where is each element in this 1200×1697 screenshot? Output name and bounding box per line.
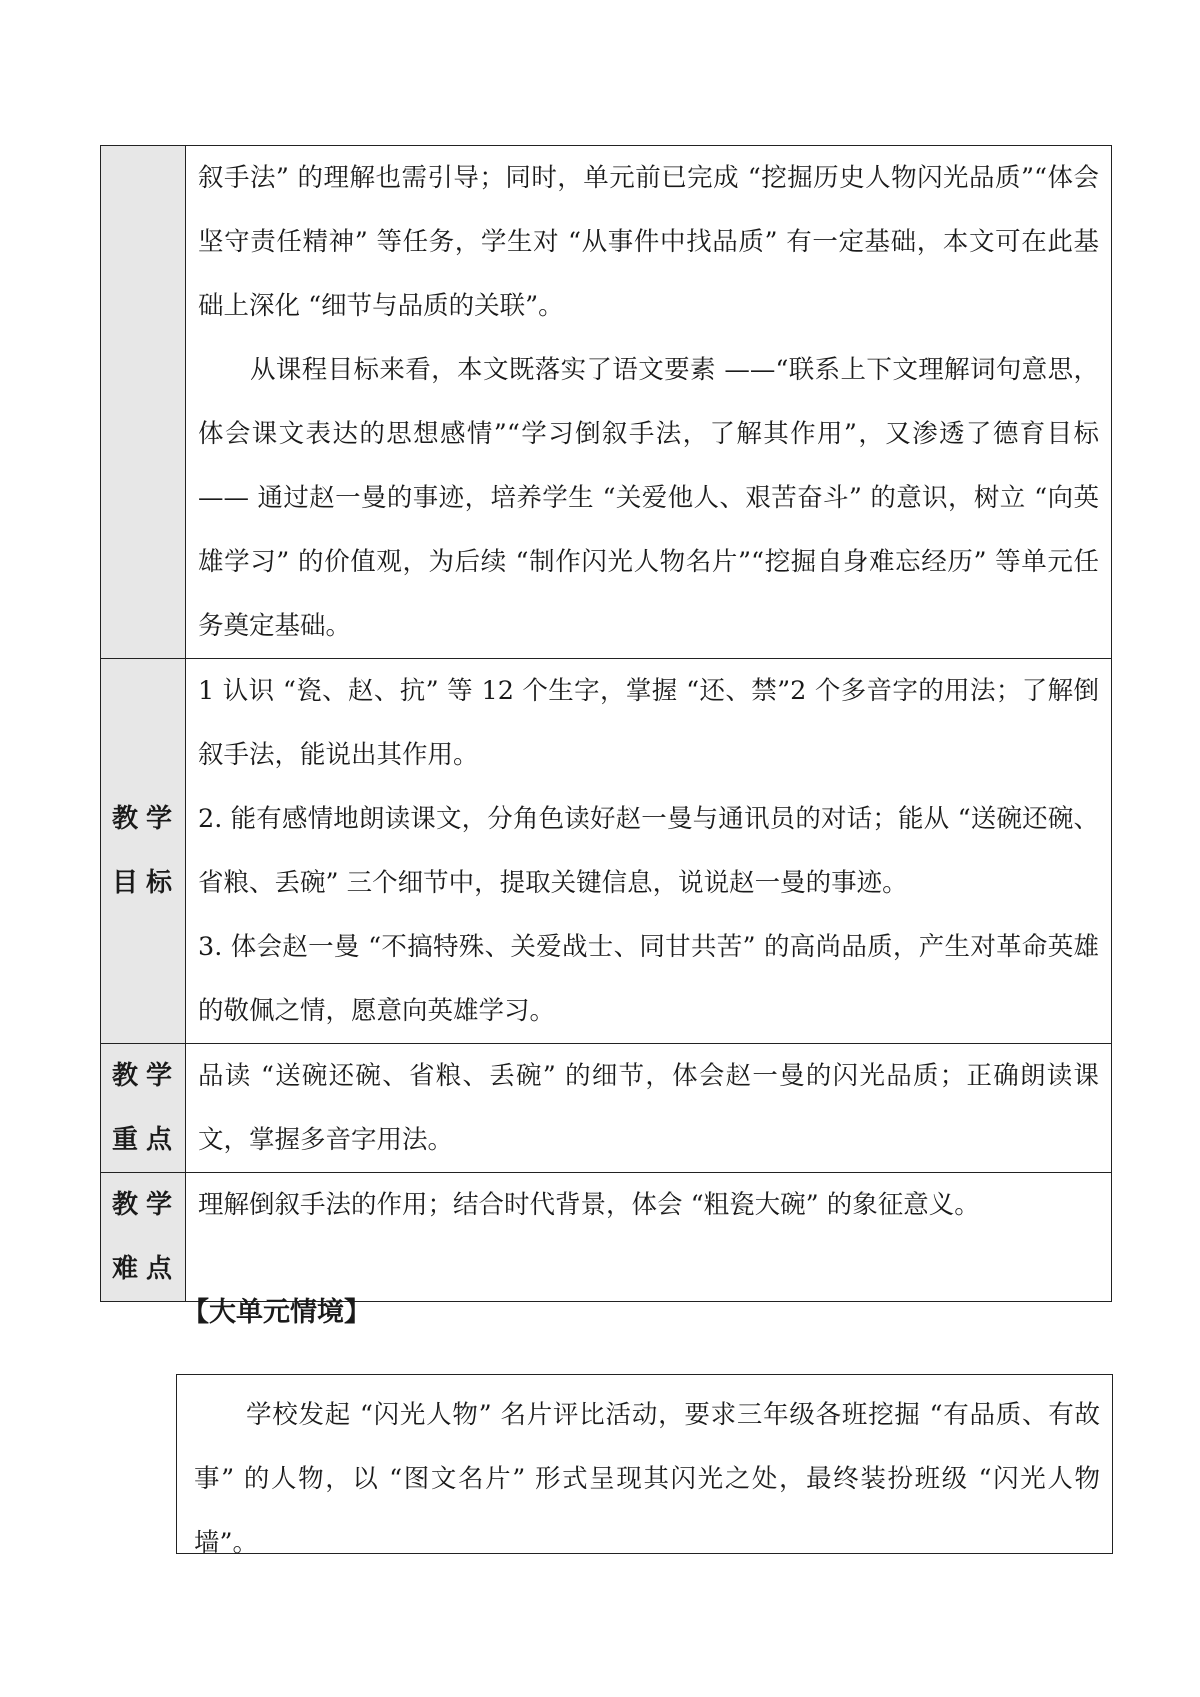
difficulties-text: 理解倒叙手法的作用；结合时代背景，体会 “粗瓷大碗” 的象征意义。	[198, 1190, 980, 1220]
table-row-analysis	[101, 146, 1112, 659]
scene-text: 学校发起 “闪光人物” 名片评比活动，要求三年级各班挖掘 “有品质、有故事” 的人物，以 “图文名片” 形式呈现其闪光之处，最终装扮班级 “闪光人物墙”。	[194, 1400, 1100, 1558]
goal-item-2: 2. 能有感情地朗读课文，分角色读好赵一曼与通讯员的对话；能从 “送碗还碗、省粮、丢碗” 三个细节中，提取关键信息，说说赵一曼的事迹。	[198, 804, 1099, 898]
analysis-paragraph-2: 从课程目标来看，本文既落实了语文要素 ——“联系上下文理解词句意思，体会课文表达的思想感情”“学习倒叙手法，了解其作用”，又渗透了德育目标 —— 通过赵一曼的事迹，培养学生 “关爱他人、艰苦奋斗” 的意识，树立 “向英雄学习” 的价值观，为后续 “制作闪光人物名片”“挖掘自身难忘经历” 等单元任务奠定基础。	[198, 355, 1099, 641]
scene-section-title: 【大单元情境】	[182, 1297, 371, 1328]
label-cell-empty	[101, 146, 186, 659]
table-row-key-points	[101, 1044, 1112, 1173]
goals-content-cell	[186, 659, 1112, 1044]
difficulties-label-line-1: 教学	[111, 1190, 180, 1220]
key-points-label-line-2: 重点	[111, 1125, 180, 1155]
difficulties-content-cell	[186, 1173, 1112, 1302]
table-row-difficulties	[101, 1173, 1112, 1302]
key-points-text: 品读 “送碗还碗、省粮、丢碗” 的细节，体会赵一曼的闪光品质；正确朗读课文，掌握多音字用法。	[198, 1061, 1099, 1155]
goals-label-line-2: 目标	[111, 868, 180, 898]
lesson-plan-table	[100, 145, 1112, 1302]
goals-label-cell	[101, 659, 186, 1044]
difficulties-label-cell	[101, 1173, 186, 1302]
goal-item-3: 3. 体会赵一曼 “不搞特殊、关爱战士、同甘共苦” 的高尚品质，产生对革命英雄的敬佩之情，愿意向英雄学习。	[198, 932, 1099, 1026]
key-points-content-cell	[186, 1044, 1112, 1173]
difficulties-label-line-2: 难点	[111, 1254, 180, 1284]
key-points-label-cell	[101, 1044, 186, 1173]
table-row-goals	[101, 659, 1112, 1044]
analysis-content-cell	[186, 146, 1112, 659]
goals-label-line-1: 教学	[111, 804, 180, 834]
goal-item-1: 1 认识 “瓷、赵、抗” 等 12 个生字，掌握 “还、禁”2 个多音字的用法；了解倒叙手法，能说出其作用。	[198, 676, 1099, 770]
scene-box	[176, 1374, 1113, 1558]
analysis-paragraph-1: 叙手法” 的理解也需引导；同时，单元前已完成 “挖掘历史人物闪光品质”“体会坚守责任精神” 等任务，学生对 “从事件中找品质” 有一定基础，本文可在此基础上深化 “细节与品质的关联”。	[198, 163, 1099, 321]
key-points-label-line-1: 教学	[111, 1061, 180, 1091]
